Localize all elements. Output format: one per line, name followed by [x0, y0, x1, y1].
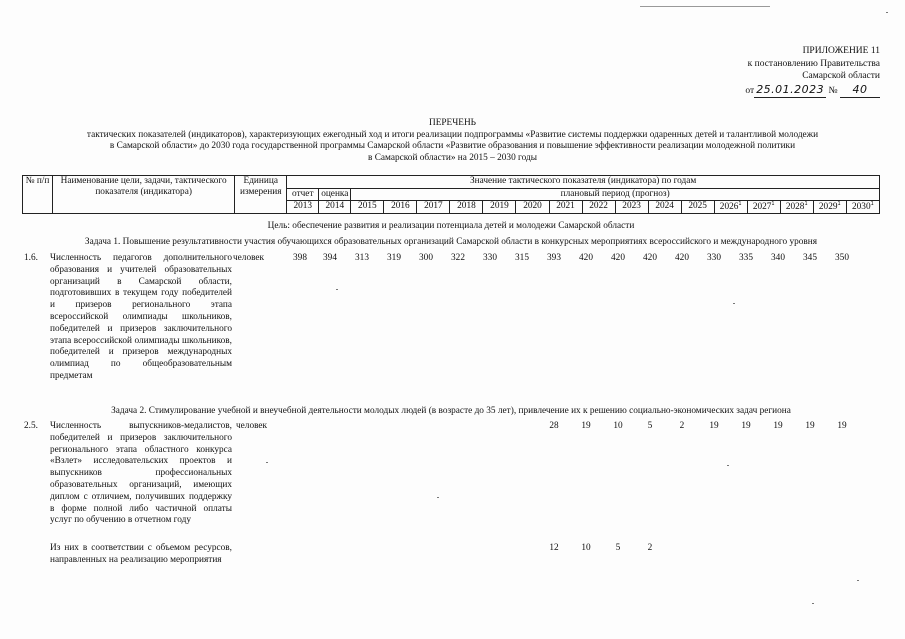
number-label: № [828, 85, 838, 96]
scan-edge-line [640, 6, 770, 7]
document-title-block [30, 118, 875, 164]
appendix-date-line [700, 83, 880, 99]
appendix-block [700, 45, 880, 98]
indicator-value: 19 [837, 421, 847, 431]
indicator-value: 330 [707, 253, 721, 263]
indicator-value: 5 [647, 421, 653, 431]
year-cell: 2013 [287, 201, 319, 214]
appendix-title: ПРИЛОЖЕНИЕ 11 [802, 46, 880, 56]
appendix-line2: Самарской области [802, 71, 880, 82]
indicator-name: Численность педагогов дополнительного образования и учителей образовательных организаций в Самарской области, подготовивших в текущем году победителей и призеров регионального этапа всероссийской олимпиады школьников, победителей и призеров заключительного этапа всероссийской олимпиады школьников, победителей и призеров международных олимпиад по общеобразовательным предметам [50, 253, 232, 381]
indicator-value: 330 [483, 253, 497, 263]
task2-heading: Задача 2. Стимулирование учебной и внеучебной деятельности молодых людей (в возрасте до 35 лет), привлечение их к решению социально-экономических задач региона [111, 406, 791, 416]
year-cell: 2020 [516, 201, 549, 214]
indicator-value: 420 [611, 253, 625, 263]
scan-speck [886, 12, 888, 13]
indicator-value: 2 [679, 421, 685, 431]
col-num-header: № п/п [23, 176, 53, 214]
year-cell: 2023 [615, 201, 648, 214]
row-number: 1.6. [24, 253, 38, 263]
appendix-line1: к постановлению Правительства [747, 58, 880, 69]
year-cell: 2019 [483, 201, 516, 214]
task1-heading: Задача 1. Повышение результативности участия обучающихся образовательных организаций Самарской области в конкурсных мероприятиях всероссийского и международного уровня [84, 237, 818, 247]
indicator-value: 420 [579, 253, 593, 263]
indicator-value: 350 [835, 253, 849, 263]
handwritten-date: 25.01.2023 [754, 83, 826, 99]
col-name-header: Наименование цели, задачи, тактического показателя (индикатора) [53, 176, 235, 214]
scan-speck [857, 580, 859, 581]
indicator-unit: человек [236, 421, 268, 431]
indicators-table-header [22, 175, 880, 214]
handwritten-number: 40 [840, 83, 880, 99]
indicator-value: 19 [709, 421, 719, 431]
goal-heading: Цель: обеспечение развития и реализации потенциала детей и молодежи Самарской области [267, 221, 635, 231]
scan-speck [336, 289, 338, 290]
footnote-mark: 1 [771, 201, 775, 208]
indicator-value: 2 [647, 543, 653, 553]
col-unit-header: Единица измерения [235, 176, 287, 214]
indicator-value: 313 [355, 253, 369, 263]
indicator-value: 420 [675, 253, 689, 263]
year-label: 2030 [852, 202, 871, 213]
year-cell: 2021 [549, 201, 582, 214]
document-title: ПЕРЕЧЕНЬ [428, 118, 476, 128]
estimate-header: оценка [319, 189, 351, 201]
indicator-value: 319 [387, 253, 401, 263]
year-cell: 2025 [681, 201, 714, 214]
indicator-value: 394 [323, 253, 337, 263]
year-cell-footnoted [780, 201, 813, 214]
indicator-value: 322 [451, 253, 465, 263]
indicator-name: Из них в соответствии с объемом ресурсов, направленных на реализацию мероприятия [50, 543, 232, 565]
report-header: отчет [287, 189, 319, 201]
footnote-mark: 1 [870, 201, 874, 208]
scan-speck [733, 303, 735, 304]
indicator-value: 19 [773, 421, 783, 431]
indicator-value: 340 [771, 253, 785, 263]
document-subtitle-line3: в Самарской области» на 2015 – 2030 годы [368, 152, 537, 163]
year-cell: 2016 [384, 201, 417, 214]
from-label: от [745, 85, 755, 96]
footnote-mark: 1 [837, 201, 841, 208]
year-label: 2027 [752, 202, 772, 213]
year-label: 2029 [818, 202, 838, 213]
indicator-unit: человек [233, 253, 265, 263]
indicator-value: 398 [293, 253, 307, 263]
year-cell: 2018 [450, 201, 483, 214]
year-cell: 2014 [319, 201, 351, 214]
indicator-value: 420 [643, 253, 657, 263]
planned-period-header: плановый период (прогноз) [351, 189, 880, 201]
row-number: 2.5. [24, 421, 38, 431]
indicator-value: 28 [549, 421, 559, 431]
indicator-value: 5 [615, 543, 621, 553]
year-cell: 2024 [648, 201, 681, 214]
indicator-value: 19 [741, 421, 751, 431]
values-header: Значение тактического показателя (индикатора) по годам [287, 176, 880, 189]
year-label: 2028 [785, 202, 805, 213]
year-cell-footnoted [747, 201, 780, 214]
year-cell-footnoted [846, 201, 879, 214]
footnote-mark: 1 [738, 201, 742, 208]
document-subtitle-line2: в Самарской области» до 2030 года государственной программы Самарской области «Развитие образования и повышение эффективности реализации молодежной политики [109, 141, 796, 152]
indicator-value: 393 [547, 253, 561, 263]
scan-speck [727, 465, 729, 466]
scan-speck [812, 603, 814, 604]
indicator-value: 345 [803, 253, 817, 263]
indicator-value: 335 [739, 253, 753, 263]
year-cell-footnoted [714, 201, 747, 214]
footnote-mark: 1 [804, 201, 808, 208]
scan-speck [266, 462, 268, 463]
indicator-value: 300 [419, 253, 433, 263]
indicator-value: 10 [613, 421, 623, 431]
year-cell: 2017 [417, 201, 450, 214]
year-cell-footnoted [813, 201, 846, 214]
indicator-name: Численность выпускников-медалистов, победителей и призеров заключительного регионального этапа областного конкурса «Взлет» исследовательских проектов и выпускников профессиональных образовательных организаций, имеющих диплом с отличием, получивших поддержку в форме полной либо частичной оплаты услуг по обучению в отчетном году [50, 421, 232, 526]
year-cell: 2015 [351, 201, 384, 214]
scan-speck [437, 497, 439, 498]
indicator-value: 19 [581, 421, 591, 431]
year-label: 2026 [719, 202, 739, 213]
document-subtitle-line1: тактических показателей (индикаторов), характеризующих ежегодный ход и итоги реализации подпрограммы «Развитие системы поддержки одаренных детей и талантливой молодежи [86, 129, 819, 140]
indicator-value: 10 [581, 543, 591, 553]
indicator-value: 19 [805, 421, 815, 431]
indicator-value: 12 [549, 543, 559, 553]
indicator-value: 315 [515, 253, 529, 263]
year-cell: 2022 [582, 201, 615, 214]
